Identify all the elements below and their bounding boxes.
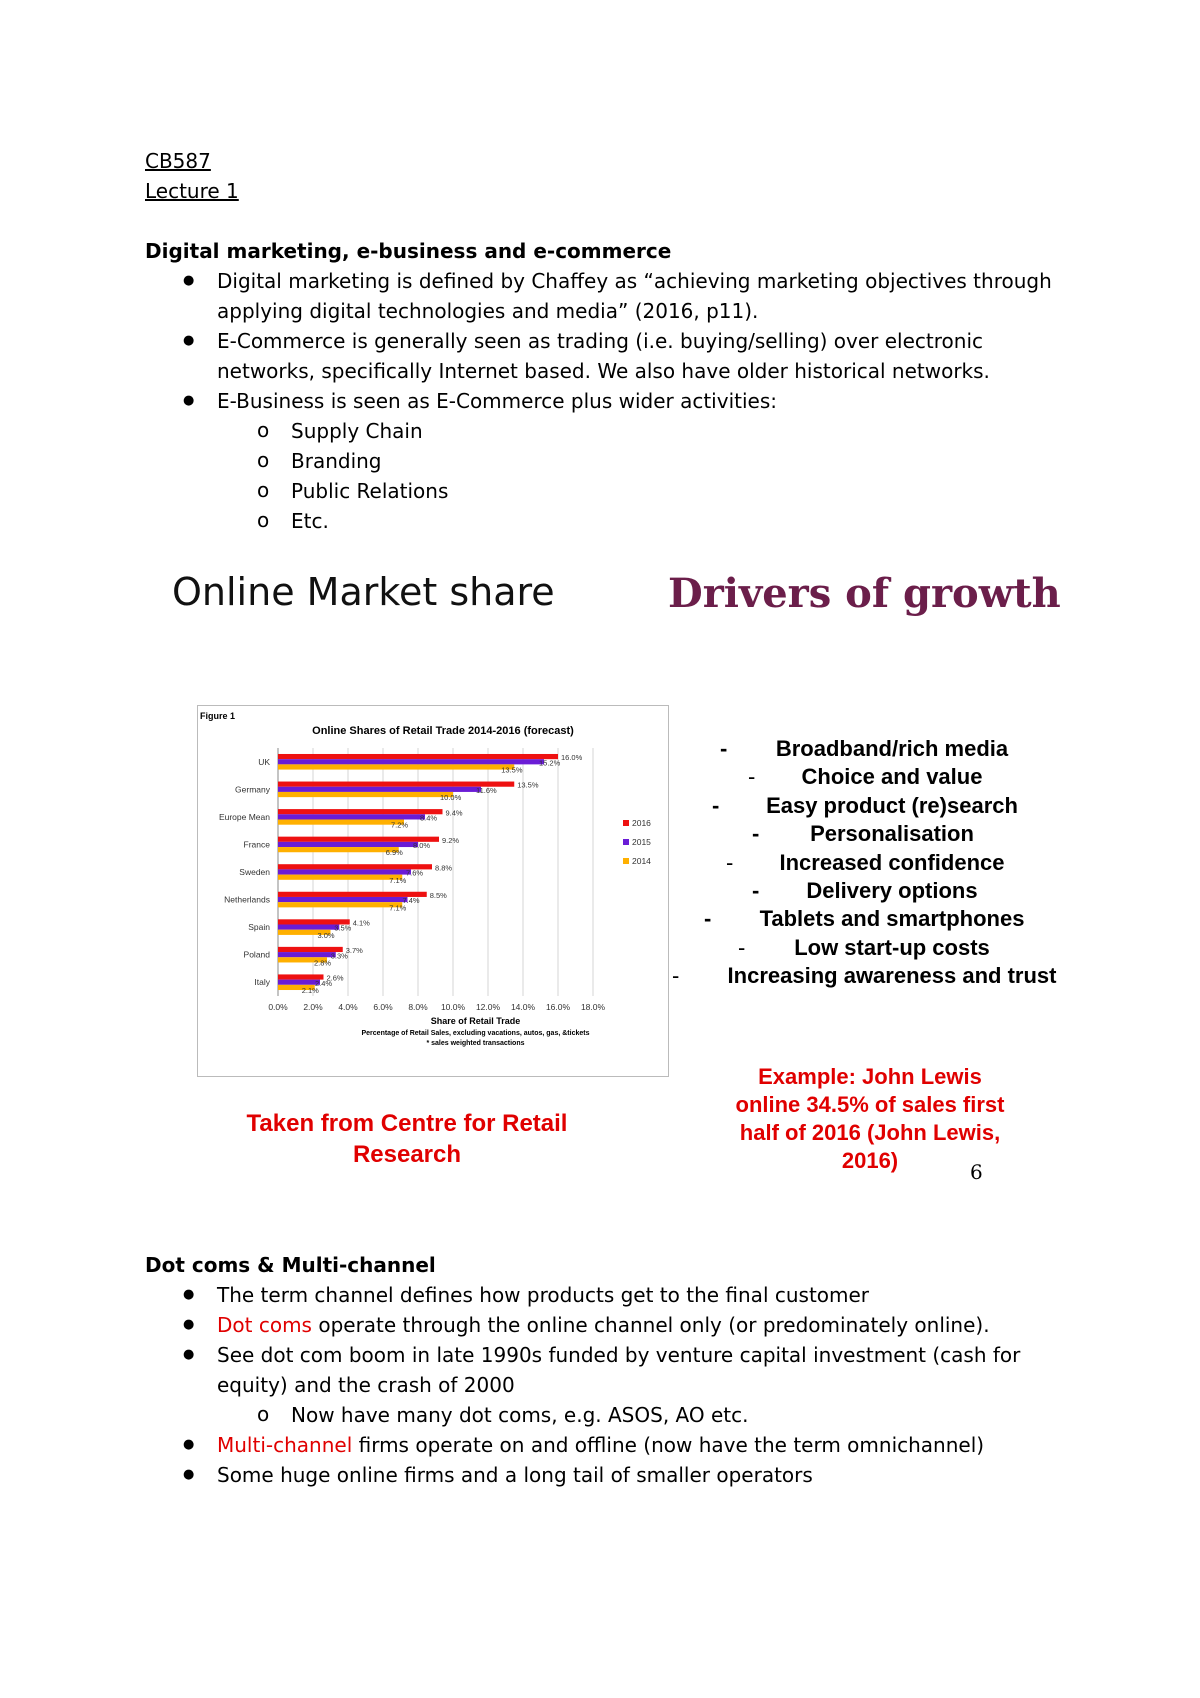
x-tick-label: 2.0% xyxy=(303,1002,323,1012)
data-label: 13.5% xyxy=(501,765,523,775)
category-label: Germany xyxy=(235,784,270,795)
x-tick-label: 0.0% xyxy=(268,1002,288,1012)
data-label: 2.6% xyxy=(326,973,344,983)
bar xyxy=(278,819,404,824)
data-label: 2.4% xyxy=(315,978,333,988)
data-label: 3.3% xyxy=(330,951,348,961)
data-label: 6.9% xyxy=(385,848,403,858)
bar xyxy=(278,869,411,874)
data-label: 7.1% xyxy=(389,875,407,885)
highlight-term: Dot coms xyxy=(217,1313,312,1337)
bar xyxy=(278,875,402,880)
legend-swatch xyxy=(623,858,629,864)
driver-item: - Low start-up costs xyxy=(738,934,990,960)
chart-footnote: * sales weighted transactions xyxy=(426,1040,525,1047)
list-item: ● Some huge online firms and a long tail of smaller operators xyxy=(145,1460,1075,1490)
list-item: ● Multi-channel firms operate on and offline (now have the term omnichannel) xyxy=(145,1430,1075,1460)
section-heading: Dot coms & Multi-channel xyxy=(145,1253,436,1277)
legend-label: 2015 xyxy=(632,837,651,847)
data-label: 8.4% xyxy=(420,813,438,823)
driver-item: - Broadband/rich media xyxy=(720,736,1009,761)
bar xyxy=(278,842,418,847)
data-label: 3.0% xyxy=(317,930,335,940)
data-label: 9.4% xyxy=(445,808,463,818)
data-label: 8.8% xyxy=(435,863,453,873)
document-header xyxy=(145,146,239,206)
bar xyxy=(278,897,408,902)
driver-item: - Easy product (re)search xyxy=(712,792,1018,818)
bar xyxy=(278,809,443,814)
driver-item: - Personalisation xyxy=(752,821,974,847)
driver-item: - Delivery options xyxy=(752,878,978,904)
sub-list xyxy=(145,416,1075,536)
data-label: 7.4% xyxy=(402,896,420,906)
list-item: ● E-Business is seen as E-Commerce plus wider activities: xyxy=(145,386,1075,416)
driver-item: - Tablets and smartphones xyxy=(704,906,1025,932)
lecture-label: Lecture 1 xyxy=(145,179,239,203)
data-label: 7.6% xyxy=(406,868,424,878)
sub-list-item: o Etc. xyxy=(145,506,1075,536)
bullet-list xyxy=(145,266,1075,416)
slide-number: 6 xyxy=(970,1160,983,1184)
section-digital-marketing xyxy=(145,236,1075,536)
sub-list-item: o Supply Chain xyxy=(145,416,1075,446)
x-axis-label: Share of Retail Trade xyxy=(430,1016,521,1026)
chart-footnote: Percentage of Retail Sales, excluding vacations, autos, gas, &tickets xyxy=(361,1030,590,1037)
data-label: 2.1% xyxy=(301,986,319,996)
data-label: 3.7% xyxy=(345,946,363,956)
category-label: UK xyxy=(258,756,270,767)
bar xyxy=(278,759,544,764)
drivers-list xyxy=(672,735,1112,991)
x-tick-label: 10.0% xyxy=(440,1002,466,1012)
x-tick-label: 18.0% xyxy=(580,1002,606,1012)
bullet-list xyxy=(145,1280,1075,1400)
bar xyxy=(278,902,402,907)
data-label: 8.5% xyxy=(429,890,447,900)
data-label: 15.2% xyxy=(539,758,561,768)
slide-title-right: Drivers of growth xyxy=(668,570,1061,617)
sub-list-item: o Now have many dot coms, e.g. ASOS, AO etc. xyxy=(145,1400,1075,1430)
section-dot-coms xyxy=(145,1250,1075,1490)
x-tick-label: 6.0% xyxy=(373,1002,393,1012)
bar xyxy=(278,952,336,957)
list-item: ● Digital marketing is defined by Chaffey as “achieving marketing objectives through applying digital technologies and media” (2016, p11). xyxy=(145,266,1075,326)
data-label: 7.1% xyxy=(389,903,407,913)
x-tick-label: 16.0% xyxy=(545,1002,571,1012)
course-code: CB587 xyxy=(145,149,211,173)
slide-title-left: Online Market share xyxy=(172,570,555,614)
legend-swatch xyxy=(623,839,629,845)
x-tick-label: 14.0% xyxy=(510,1002,536,1012)
section-heading: Digital marketing, e-business and e-commerce xyxy=(145,239,672,263)
chart-figure-label: Figure 1 xyxy=(200,711,236,721)
data-label: 2.8% xyxy=(314,958,332,968)
category-label: France xyxy=(243,839,270,850)
list-item: ● The term channel defines how products get to the final customer xyxy=(145,1280,1075,1310)
list-item: ● See dot com boom in late 1990s funded by venture capital investment (cash for equity) and the crash of 2000 xyxy=(145,1340,1075,1400)
driver-item: - Increased confidence xyxy=(726,849,1005,875)
bar xyxy=(278,754,558,759)
data-label: 7.2% xyxy=(391,820,409,830)
category-label: Europe Mean xyxy=(218,811,270,822)
category-label: Netherlands xyxy=(224,894,270,905)
bar xyxy=(278,814,425,819)
chart-source-note: Taken from Centre for Retail Research xyxy=(246,1110,568,1168)
bar xyxy=(278,787,481,792)
x-tick-label: 4.0% xyxy=(338,1002,358,1012)
driver-item: - Increasing awareness and trust xyxy=(672,963,1057,989)
category-label: Spain xyxy=(248,922,270,933)
data-label: 4.1% xyxy=(352,918,370,928)
legend-label: 2014 xyxy=(632,856,651,866)
list-item: ● Dot coms operate through the online channel only (or predominately online). xyxy=(145,1310,1075,1340)
bar xyxy=(278,764,514,769)
category-label: Italy xyxy=(254,977,270,988)
data-label: 11.6% xyxy=(476,785,497,795)
data-label: 16.0% xyxy=(561,753,583,763)
chart-title: Online Shares of Retail Trade 2014-2016 (forecast) xyxy=(312,725,574,737)
bar xyxy=(278,925,339,930)
sub-list-item: o Branding xyxy=(145,446,1075,476)
category-label: Sweden xyxy=(239,867,270,877)
category-label: Poland xyxy=(243,949,270,960)
retail-share-chart xyxy=(198,706,668,1076)
bar xyxy=(278,792,453,797)
data-label: 10.0% xyxy=(440,793,462,803)
data-label: 8.0% xyxy=(413,841,431,851)
legend-swatch xyxy=(623,820,629,826)
bar xyxy=(278,847,399,852)
chart-frame xyxy=(197,705,669,1077)
data-label: 9.2% xyxy=(442,835,460,845)
sub-list xyxy=(145,1400,1075,1430)
data-label: 13.5% xyxy=(517,780,539,790)
x-tick-label: 12.0% xyxy=(475,1002,501,1012)
sub-list-item: o Public Relations xyxy=(145,476,1075,506)
driver-item: - Choice and value xyxy=(748,764,983,790)
example-note: Example: John Lewis online 34.5% of sales first half of 2016 (John Lewis, 2016) xyxy=(735,1064,1005,1173)
highlight-term: Multi-channel xyxy=(217,1433,353,1457)
list-item: ● E-Commerce is generally seen as trading (i.e. buying/selling) over electronic networks, specifically Internet based. We also have older historical networks. xyxy=(145,326,1075,386)
data-label: 3.5% xyxy=(334,923,352,933)
bullet-list xyxy=(145,1430,1075,1490)
legend-label: 2016 xyxy=(632,818,651,828)
bar xyxy=(278,980,320,985)
x-tick-label: 8.0% xyxy=(408,1002,428,1012)
